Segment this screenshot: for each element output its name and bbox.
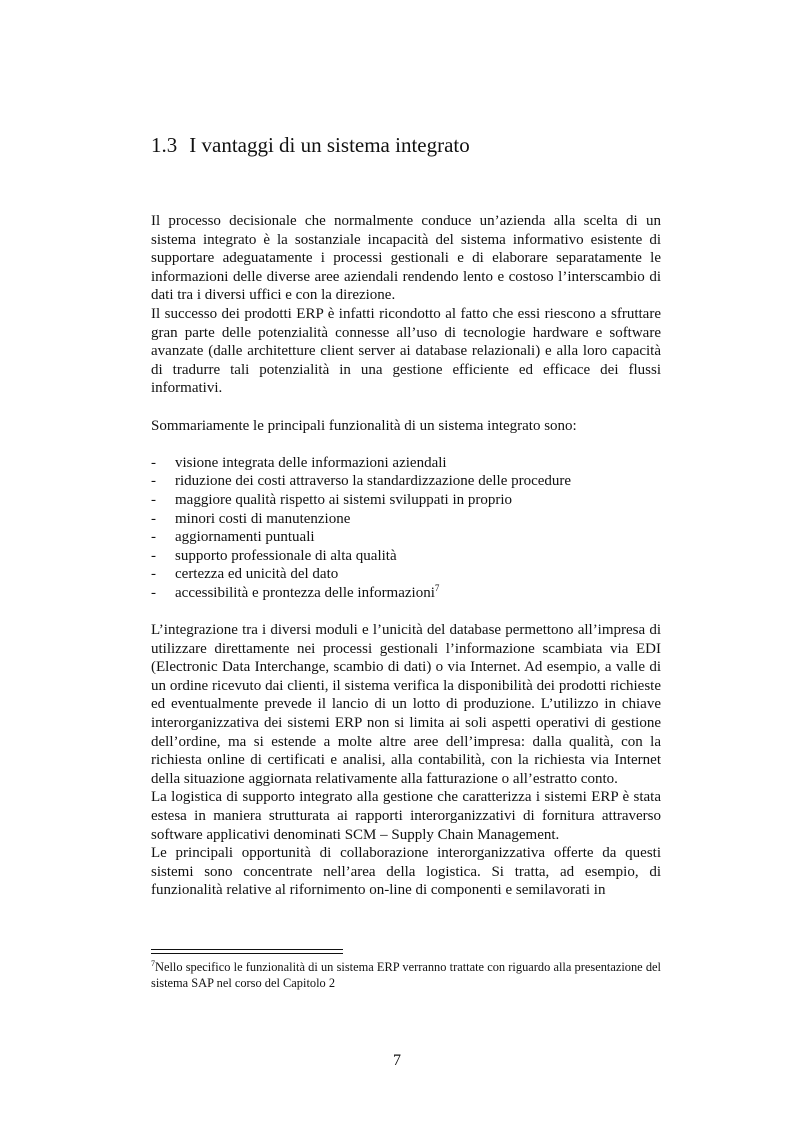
- list-bullet: -: [151, 454, 156, 471]
- paragraph-6: Le principali opportunità di collaborazione interorganizzativa offerte da questi sistemi sono concentrate nell’area della logistica. Si tratta, ad esempio, di funzionalità relative al rifornimento on-line di componenti e semilavorati in: [151, 845, 661, 899]
- paragraph-3: Sommariamente le principali funzionalità di un sistema integrato sono:: [151, 417, 577, 434]
- list-item: - aggiornamenti puntuali: [151, 529, 315, 546]
- list-item: - certezza ed unicità del dato: [151, 566, 339, 583]
- list-item: - maggiore qualità rispetto ai sistemi sviluppati in proprio: [151, 491, 513, 508]
- paragraph-1: Il processo decisionale che normalmente conduce un’azienda alla scelta di un sistema integrato è la sostanziale incapacità del sistema informativo esistente di supportare adeguatamente i processi gestionali e di elaborare separatamente le informazioni delle diverse aree aziendali rendendo lento e costoso l’interscambio di dati tra i diversi uffici e con la direzione.: [151, 213, 661, 304]
- list-bullet: -: [151, 510, 156, 527]
- paragraph-5: La logistica di supporto integrato alla gestione che caratterizza i sistemi ERP è stata estesa in maniera strutturata ai rapporti interorganizzativi di fornitura attraverso software applicativi denominati SCM – Supply Chain Management.: [151, 789, 661, 843]
- section-heading: [151, 132, 671, 158]
- footnote: [151, 960, 661, 992]
- features-list: [151, 454, 661, 603]
- list-item: - supporto professionale di alta qualità: [151, 547, 397, 564]
- list-item: - riduzione dei costi attraverso la standardizzazione delle procedure: [151, 473, 572, 490]
- paragraph-2: Il successo dei prodotti ERP è infatti ricondotto al fatto che essi riescono a sfruttare gran parte delle potenzialità connesse all’uso di tecnologie hardware e software avanzate (dalle architetture client server ai database relazionali) e alla loro capacità di tradurre tali potenzialità in una gestione efficiente ed efficace dei flussi informativi.: [151, 305, 661, 397]
- list-item: - accessibilità e prontezza delle informazioni$^7$: [151, 582, 440, 601]
- list-bullet: -: [151, 547, 156, 564]
- section-number: 1.3: [151, 133, 178, 157]
- list-bullet: -: [151, 491, 156, 508]
- body-text: [151, 212, 661, 900]
- footnote-marker: 7: [151, 959, 155, 968]
- page-number: 7: [393, 1052, 401, 1069]
- footnote-text: Nello specifico le funzionalità di un sistema ERP verranno trattate con riguardo alla presentazione del sistema SAP nel corso del Capitolo 2: [151, 960, 661, 990]
- footnote-divider: [151, 949, 343, 954]
- list-bullet: -: [151, 584, 156, 601]
- list-item: - visione integrata delle informazioni aziendali: [151, 454, 447, 471]
- list-bullet: -: [151, 473, 156, 490]
- footnote-reference[interactable]: 7: [434, 582, 440, 593]
- list-item: - minori costi di manutenzione: [151, 510, 351, 527]
- list-bullet: -: [151, 566, 156, 583]
- section-title: I vantaggi di un sistema integrato: [189, 133, 470, 157]
- list-bullet: -: [151, 529, 156, 546]
- paragraph-4: L’integrazione tra i diversi moduli e l’unicità del database permettono all’impresa di utilizzare direttamente nei processi gestionali l’informazione scambiata via EDI (Electronic Data Interchange, scambio di dati) o via Internet. Ad esempio, a valle di un ordine ricevuto dai clienti, il sistema verifica la disponibilità dei prodotti richieste ed eventualmente prevede il lancio di un lotto di produzione. L’utilizzo in chiave interorganizzativa dei sistemi ERP non si limita ai soli aspetti operativi di gestione dell’ordine, ma si estende a molte altre aree dell’impresa: dalla qualità, con la richiesta online di certificati e analisi, alla contabilità, con la richiesta via Internet della situazione aggiornata relativamente alla fatturazione o all’estratto conto.: [151, 622, 661, 787]
